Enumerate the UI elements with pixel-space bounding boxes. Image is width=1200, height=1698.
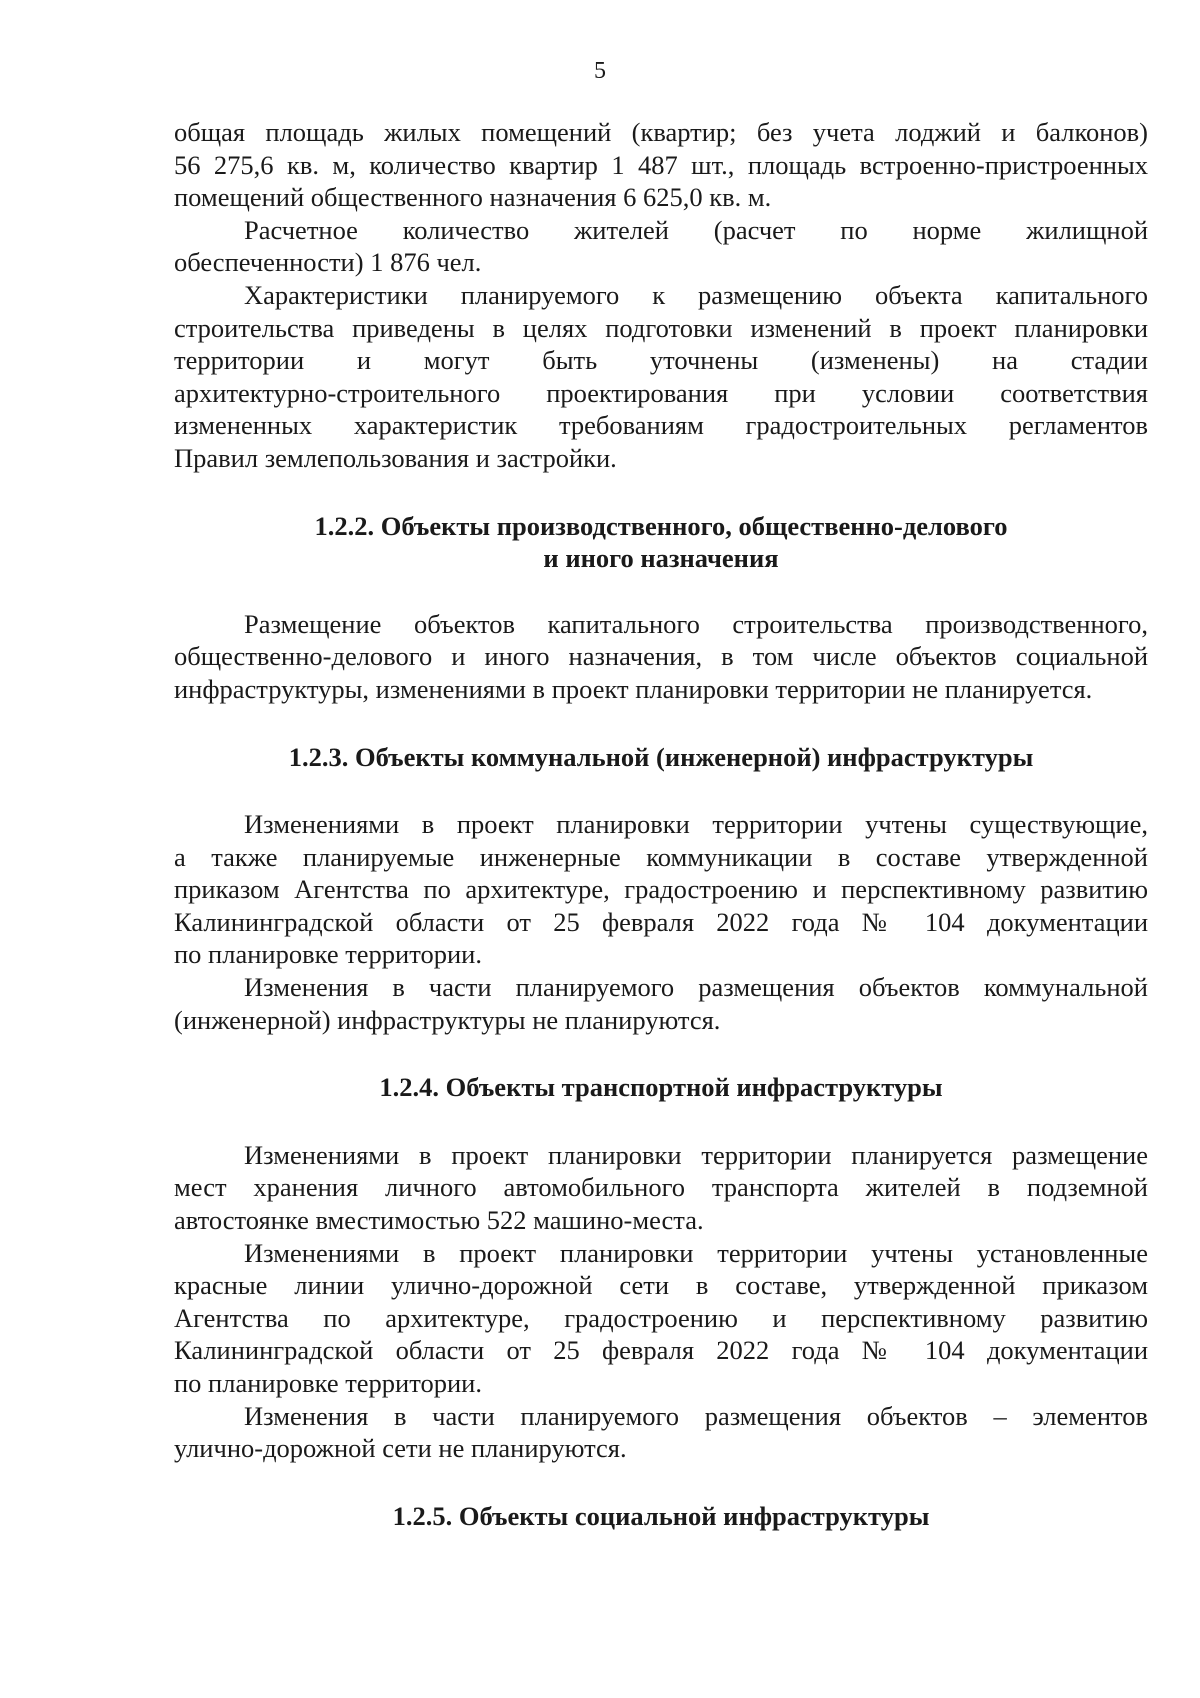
text-line: общая площадь жилых помещений (квартир; без учета лоджий и балконов) [174, 117, 1148, 147]
text-line: Характеристики планируемого к размещению объекта капитального [244, 279, 1148, 310]
text-line: инфраструктуры, изменениями в проект планировки территории не планируется. [174, 673, 1093, 704]
text-line: Изменения в части планируемого размещения объектов – элементов [244, 1400, 1148, 1431]
section-heading [174, 1500, 1148, 1533]
text-line: приказом Агентства по архитектуре, градостроению и перспективному развитию [174, 874, 1148, 905]
text-line: 56 275,6 кв. м, количество квартир 1 487 шт., площадь встроенно-пристроенных [174, 149, 1148, 180]
heading-line: 1.2.2. Объекты производственного, общественно-делового [314, 510, 1008, 541]
body-paragraph [174, 971, 1148, 1036]
document-body [174, 116, 1148, 1532]
text-line: Изменения в части планируемого размещения объектов коммунальной [244, 972, 1148, 1003]
text-line: измененных характеристик требованиям градостроительных регламентов [174, 410, 1148, 441]
section-heading [174, 741, 1148, 774]
section-heading [174, 510, 1148, 575]
text-line: Изменениями в проект планировки территории учтены существующие, [244, 809, 1148, 840]
section-heading [174, 1071, 1148, 1104]
text-line: Калининградской области от 25 февраля 2022 года № 104 документации [174, 906, 1148, 937]
body-paragraph [174, 608, 1148, 706]
text-line: Агентства по архитектуре, градостроению и перспективному развитию [174, 1302, 1148, 1333]
text-line: красные линии улично-дорожной сети в составе, утвержденной приказом [174, 1270, 1148, 1301]
body-paragraph [174, 214, 1148, 279]
text-line: а также планируемые инженерные коммуникации в составе утвержденной [174, 841, 1148, 872]
text-line: архитектурно-строительного проектирования при условии соответствия [174, 377, 1148, 408]
heading-line: 1.2.3. Объекты коммунальной (инженерной) инфраструктуры [288, 741, 1034, 772]
text-line: Изменениями в проект планировки территории планируется размещение [244, 1139, 1148, 1170]
text-line: улично-дорожной сети не планируются. [174, 1433, 627, 1464]
text-line: автостоянке вместимостью 522 машино-места. [174, 1205, 704, 1236]
text-line: по планировке территории. [174, 939, 482, 970]
text-line: (инженерной) инфраструктуры не планируются. [174, 1004, 721, 1035]
text-line: общественно-делового и иного назначения, в том числе объектов социальной [174, 641, 1148, 672]
heading-line: и иного назначения [543, 543, 779, 574]
text-line: Размещение объектов капитального строительства производственного, [244, 608, 1148, 639]
text-line: Правил землепользования и застройки. [174, 442, 617, 473]
body-paragraph [174, 279, 1148, 475]
heading-line: 1.2.4. Объекты транспортной инфраструктуры [379, 1072, 943, 1103]
body-paragraph [174, 1400, 1148, 1465]
text-line: по планировке территории. [174, 1368, 482, 1398]
body-paragraph [174, 1139, 1148, 1237]
text-line: строительства приведены в целях подготовки изменений в проект планировки [174, 312, 1148, 343]
text-line: обеспеченности) 1 876 чел. [174, 247, 482, 278]
text-line: Калининградской области от 25 февраля 2022 года № 104 документации [174, 1335, 1148, 1366]
heading-line: 1.2.5. Объекты социальной инфраструктуры [392, 1500, 930, 1531]
text-line: территории и могут быть уточнены (изменены) на стадии [174, 345, 1148, 376]
text-line: Изменениями в проект планировки территории учтены установленные [244, 1237, 1148, 1268]
body-paragraph [174, 808, 1148, 971]
text-line: помещений общественного назначения 6 625,0 кв. м. [174, 182, 772, 213]
text-line: Расчетное количество жителей (расчет по норме жилищной [244, 214, 1148, 245]
body-paragraph [174, 116, 1148, 214]
text-line: мест хранения личного автомобильного транспорта жителей в подземной [174, 1172, 1148, 1203]
body-paragraph [174, 1237, 1148, 1400]
page-number: 5 [594, 58, 606, 84]
